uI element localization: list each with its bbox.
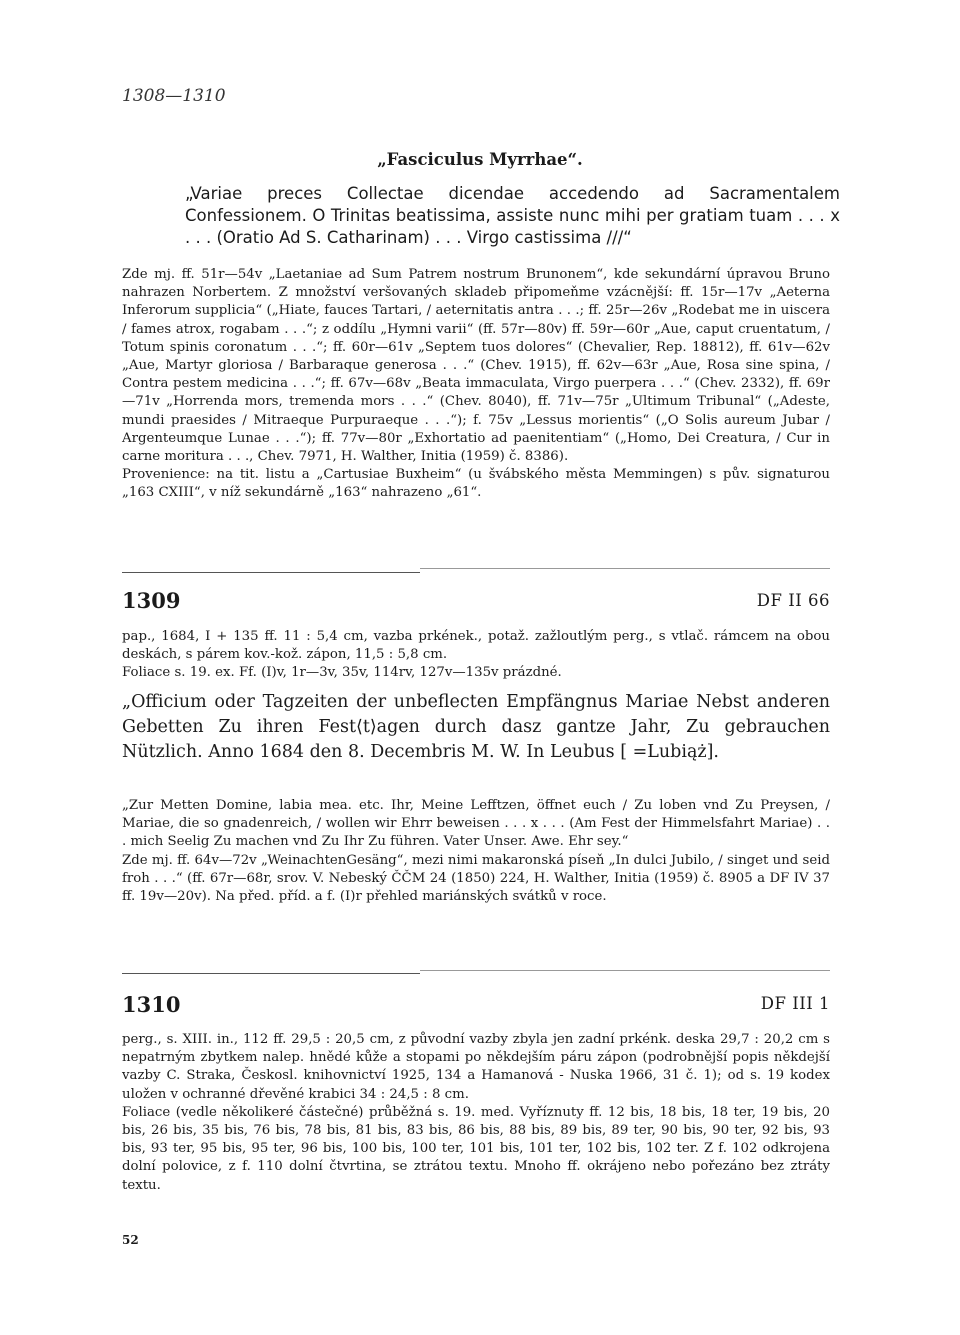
running-head: 1308—1310 <box>122 86 226 106</box>
entry-1308-note-contents: Zde mj. ff. 51r—54v „Laetaniae ad Sum Patrem nostrum Brunonem“, kde sekundární úpravou Bruno nahrazen Norbertem. Z množství veršovaných skladeb připomeňme vzácnější: ff. 15r—17v „Aeterna Inferorum supplicia“ („Hiate, fauces Tartari, / aeternitatis antra . . .; ff. 25r—26v „Rodebat me in uiscera / fames atrox, rogabam . . .“; z oddílu „Hymni varii“ (ff. 57r—80v) ff. 59r—60r „Aue, caput cruentatum, / Totum spinis coronatum . . .“; ff. 60r—61v „Septem tuos dolores“ (Chevalier, Rep. 18812), ff. 61v—62v „Aue, Martyr gloriosa / Barbaraque generosa . . .“ (Chev. 1915), ff. 62v—63r „Aue, Rosa sine spina, / Contra pestem medicina . . .“; ff. 67v—68v „Beata immaculata, Virgo puerpera . . .“ (Chev. 2332), ff. 69r—71v „Horrenda mors, tremenda mors . . .“ (Chev. 8040), ff. 71v—75r „Ultimum Tribunal“ („Adeste, mundi praesides / Mitraeque Purpuraeque . . .“); f. 75v „Lessus morientis“ („O Solis aureum Jubar / Argenteumque Lunae . . .“); ff. 77v—80r „Exhortatio ad paenitentiam“ („Homo, Dei Creatura, / Cur in carne moritura . . ., Chev. 7971, H. Walther, Initia (1959) č. 8386). <box>122 267 830 465</box>
entry-1308-incipit: „Variae preces Collectae dicendae accedendo ad Sacramentalem Confessionem. O Trinitas beatissima, assiste nunc mihi per gratiam tuam . . . x . . . (Oratio Ad S. Catharinam) . . . Virgo castissima ///“ <box>185 184 840 247</box>
entry-1310-physical-description: perg., s. XIII. in., 112 ff. 29,5 : 20,5 cm, z původní vazby zbyla jen zadní prkénk. deska 29,7 : 20,2 cm s nepatrným zbytkem nalep. hnědé kůže a stopami po někdejším páru zápon (podrobnější popis někdejší vazby C. Straka, Českosl. knihovnictví 1925, 134 a Hamanová - Nuska 1966, 31 č. 1); od s. 19 kodex uložen v ochranné dřevěné krabici 34 : 24,5 : 8 cm. <box>122 1032 830 1102</box>
entry-1308-note-provenance: Provenience: na tit. listu a „Cartusiae Buxheim“ (u švábského města Memmingen) s pův. signaturou „163 CXIII“, v níž sekundárně „163“ nahrazeno „61“. <box>122 467 830 501</box>
page-number: 52 <box>122 1233 139 1247</box>
entry-1309-note <box>122 797 830 906</box>
entry-1310-signature: DF III 1 <box>760 994 830 1013</box>
separator-rule-1310-right <box>420 970 830 971</box>
entry-1310-description <box>122 1031 830 1195</box>
entry-1310-foliation: Foliace (vedle několikeré částečné) průběžná s. 19. med. Vyříznuty ff. 12 bis, 18 bis, 18 ter, 19 bis, 20 bis, 26 bis, 35 bis, 76 bis, 78 bis, 81 bis, 83 bis, 86 bis, 88 bis, 89 bis, 89 ter, 90 bis, 90 ter, 92 bis, 93 bis, 93 ter, 95 bis, 95 ter, 96 bis, 100 bis, 100 ter, 101 bis, 101 ter, 102 bis, 102 ter. Z f. 102 odkrojena dolní polovice, z f. 110 dolní čtvrtina, se ztrátou textu. Mnoho ff. okrájeno nebo pořezáno bez ztráty textu. <box>122 1104 830 1193</box>
entry-1309-note-incipit: „Zur Metten Domine, labia mea. etc. Ihr, Meine Lefftzen, öffnet euch / Zu loben vnd Zu Preysen, / Mariae, die so gnadenreich, / wollen wir Ehrr beweisen . . . x . . . (Am Fest der Himmelsfahrt Mariae) . . . mich Seelig Zu machen vnd Zu Ihr Zu führen. Vater Unser. Awe. Ehr sey.“ <box>122 798 830 850</box>
separator-rule-1310-left <box>122 973 420 974</box>
entry-1309-foliation: Foliace s. 19. ex. Ff. (I)v, 1r—3v, 35v, 114rv, 127v—135v prázdné. <box>122 665 562 681</box>
entry-1309-note-contents: Zde mj. ff. 64v—72v „WeinachtenGesäng“, mezi nimi makaronská píseň „In dulci Jubilo, / singet und seid froh . . .“ (ff. 67r—68r, srov. V. Nebeský ČČM 24 (1850) 224, H. Walther, Initia (1959) č. 8905 a DF IV 37 ff. 19v—20v). Na před. příd. a f. (I)r přehled mariánských svátků v roce. <box>122 852 830 905</box>
separator-rule-1309-left <box>122 572 420 573</box>
entry-1308-title: „Fasciculus Myrrhae“. <box>377 150 583 169</box>
entry-1308-note <box>122 266 830 503</box>
entry-1309-title: „Officium oder Tagzeiten der unbeflecten Empfängnus Mariae Nebst anderen Gebetten Zu ihren Fest⟨t⟩agen durch dasz gantze Jahr, Zu gebrauchen Nützlich. Anno 1684 den 8. Decembris M. W. In Leubus [ =Lubiąż]. <box>122 692 830 762</box>
entry-1309-signature: DF II 66 <box>756 591 830 610</box>
entry-1309-physical-description: pap., 1684, I + 135 ff. 11 : 5,4 cm, vazba prkének., potaž. zažloutlým perg., s vtlač. rámcem na obou deskách, s párem kov.-kož. zápon, 11,5 : 5,8 cm. <box>122 629 830 663</box>
entry-1309-number: 1309 <box>122 588 181 613</box>
entry-1309-description <box>122 628 830 683</box>
entry-1310-number: 1310 <box>122 992 181 1017</box>
separator-rule-1309-right <box>420 568 830 569</box>
